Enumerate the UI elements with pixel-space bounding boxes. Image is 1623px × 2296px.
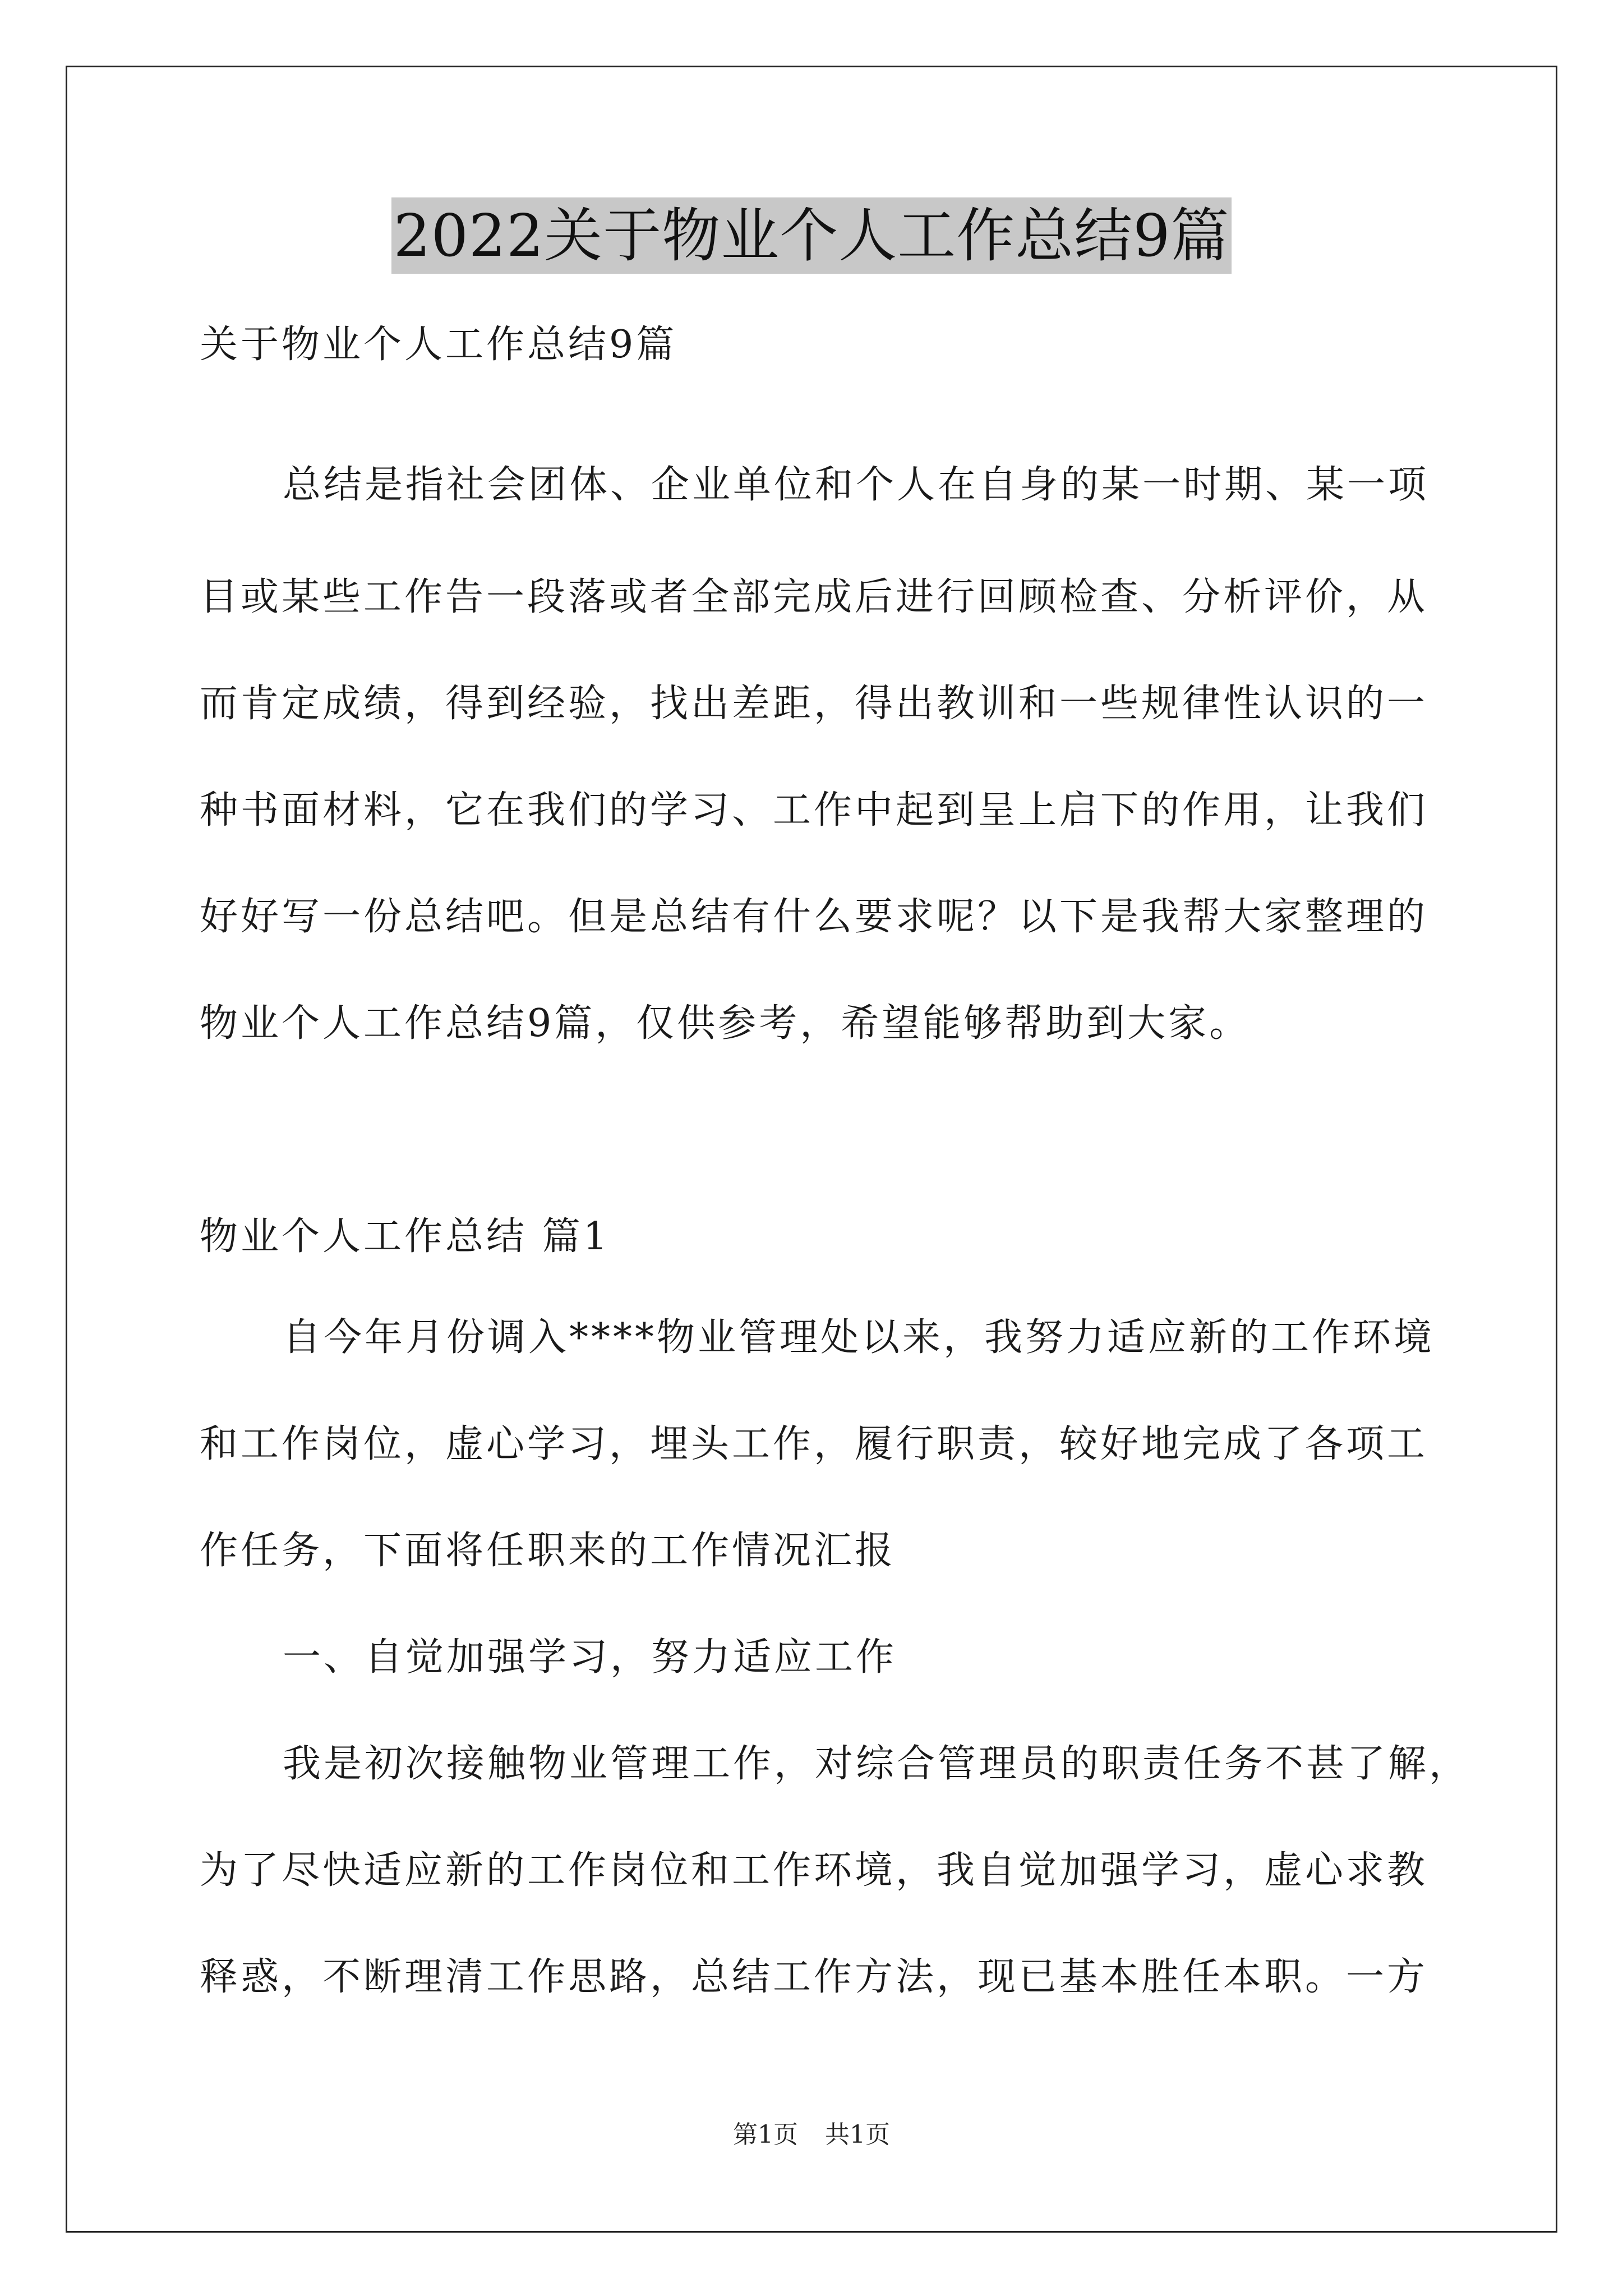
document-title: 2022关于物业个人工作总结9篇 bbox=[391, 197, 1232, 274]
intro-line: 好好写一份总结吧。但是总结有什么要求呢？以下是我帮大家整理的 bbox=[200, 895, 1428, 939]
intro-line: 目或某些工作告一段落或者全部完成后进行回顾检查、分析评价，从 bbox=[200, 575, 1428, 619]
document-subtitle: 关于物业个人工作总结9篇 bbox=[200, 323, 677, 367]
intro-line: 物业个人工作总结9篇，仅供参考，希望能够帮助到大家。 bbox=[200, 1001, 1251, 1046]
page-total: 共1页 bbox=[825, 2120, 890, 2149]
page-border bbox=[66, 66, 1557, 2233]
section-line: 自今年月份调入****物业管理处以来，我努力适应新的工作环境 bbox=[283, 1315, 1435, 1360]
section-line: 作任务，下面将任职来的工作情况汇报 bbox=[200, 1529, 896, 1573]
title-container bbox=[0, 197, 1623, 274]
body-line: 为了尽快适应新的工作岗位和工作环境，我自觉加强学习，虚心求教 bbox=[200, 1848, 1428, 1893]
page-number: 第1页 bbox=[733, 2120, 798, 2149]
subheading: 一、自觉加强学习，努力适应工作 bbox=[283, 1635, 897, 1680]
section-line: 和工作岗位，虚心学习，埋头工作，履行职责，较好地完成了各项工 bbox=[200, 1422, 1428, 1466]
body-line: 我是初次接触物业管理工作，对综合管理员的职责任务不甚了解， bbox=[283, 1742, 1470, 1786]
intro-line: 总结是指社会团体、企业单位和个人在自身的某一时期、某一项 bbox=[283, 463, 1430, 507]
intro-line: 种书面材料，它在我们的学习、工作中起到呈上启下的作用，让我们 bbox=[200, 788, 1428, 832]
page-footer bbox=[0, 2119, 1623, 2151]
intro-line: 而肯定成绩，得到经验，找出差距，得出教训和一些规律性认识的一 bbox=[200, 682, 1428, 726]
section-heading: 物业个人工作总结 篇1 bbox=[200, 1214, 610, 1259]
body-line: 释惑，不断理清工作思路，总结工作方法，现已基本胜任本职。一方 bbox=[200, 1955, 1428, 1999]
